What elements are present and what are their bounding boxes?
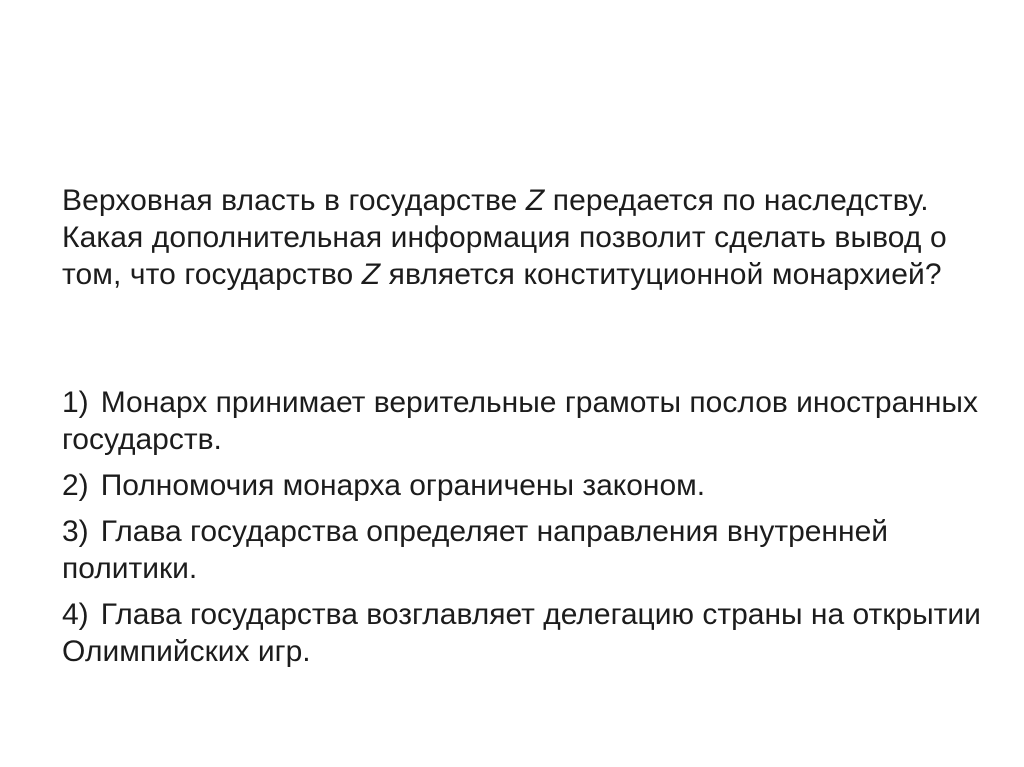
- answer-option-3: [62, 513, 982, 587]
- question-part-1: Верховная власть в государстве: [62, 184, 526, 217]
- answer-options: [62, 384, 982, 679]
- state-variable: Z: [525, 184, 545, 217]
- answer-option-1: [62, 384, 982, 458]
- question-part-2: передается по наследству. Какая дополнительная информация позволит сделать вывод о том, что государство: [62, 184, 947, 291]
- option-text: Глава государства возглавляет делегацию страны на открытии Олимпийских игр.: [62, 598, 981, 668]
- option-text: Полномочия монарха ограничены законом.: [100, 469, 706, 502]
- option-number: 2): [62, 469, 89, 502]
- question-text: [62, 182, 962, 293]
- question-part-3: является конституционной монархией?: [380, 258, 942, 291]
- answer-option-4: [62, 596, 982, 670]
- answer-option-2: [62, 467, 982, 504]
- option-text: Глава государства определяет направления внутренней политики.: [62, 515, 889, 585]
- option-text: Монарх принимает верительные грамоты послов иностранных государств.: [62, 386, 978, 456]
- state-variable: Z: [361, 258, 381, 291]
- option-number: 1): [62, 386, 89, 419]
- option-number: 4): [62, 598, 89, 631]
- option-number: 3): [62, 515, 89, 548]
